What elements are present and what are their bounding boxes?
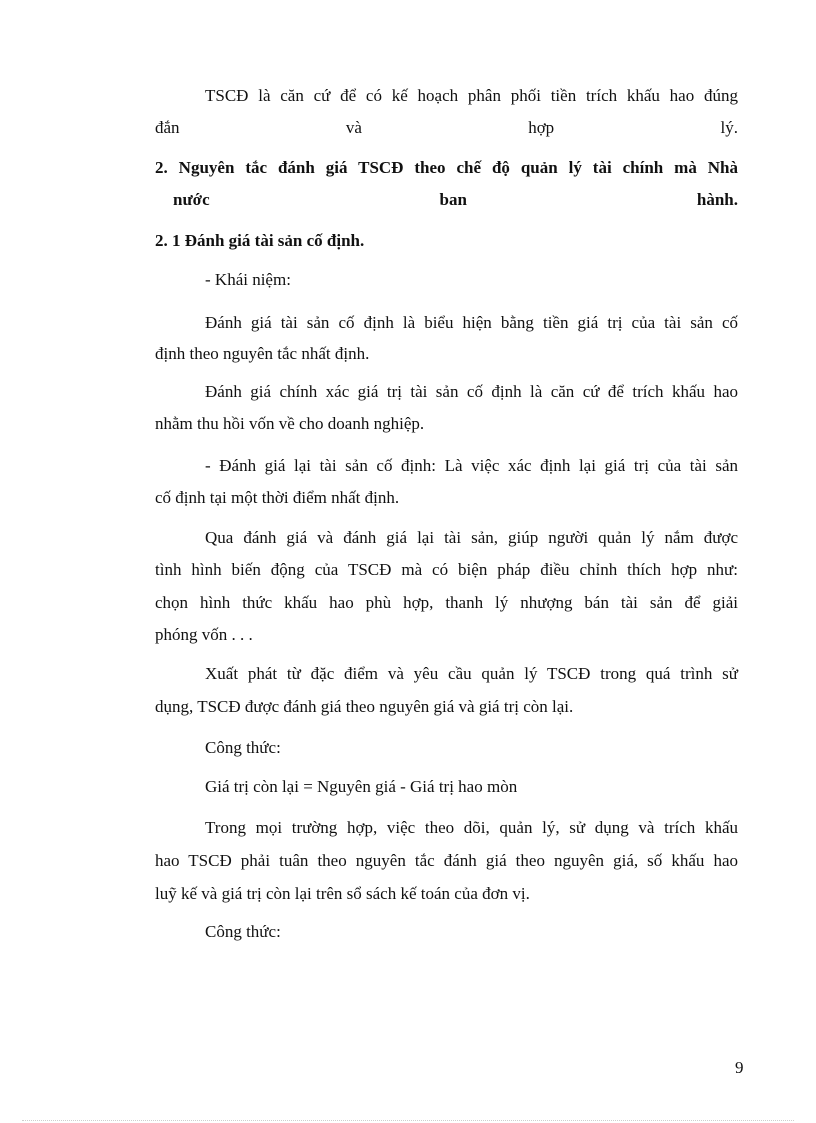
word: lý. [720,118,738,137]
word: và [345,118,362,137]
paragraph-line: luỹ kế và giá trị còn lại trên sổ sách kế toán của đơn vị. [155,884,530,903]
paragraph-line: Xuất phát từ đặc điểm và yêu cầu quản lý TSCĐ trong quá trình sử [205,664,738,683]
paragraph-line: chọn hình thức khấu hao phù hợp, thanh lý nhượng bán tài sản để giải [155,593,738,612]
paragraph-line: Đánh giá tài sản cố định là biểu hiện bằng tiền giá trị của tài sản cố [205,313,738,332]
paragraph-line: phóng vốn . . . [155,625,253,644]
paragraph-line: tình hình biến động của TSCĐ mà có biện pháp điều chỉnh thích hợp như: [155,560,738,579]
justified-line [155,118,738,138]
paragraph-line: Qua đánh giá và đánh giá lại tài sản, giúp người quản lý nắm được [205,528,738,547]
page-bottom-divider [22,1120,794,1121]
paragraph-line: nhằm thu hồi vốn về cho doanh nghiệp. [155,414,425,433]
formula-label: Công thức: [205,738,281,757]
subsection-heading: 2. 1 Đánh giá tài sản cố định. [155,231,365,250]
word: hành. [696,190,738,209]
paragraph-line: TSCĐ là căn cứ để có kế hoạch phân phối tiền trích khấu hao đúng [205,86,738,105]
concept-label: - Khái niệm: [205,270,291,289]
word: nước [173,190,210,209]
section-heading-continued [173,190,738,210]
formula: Giá trị còn lại = Nguyên giá - Giá trị hao mòn [205,777,518,796]
paragraph-line: Đánh giá chính xác giá trị tài sản cố định là căn cứ để trích khấu hao [205,382,738,401]
word: đắn [155,118,180,137]
paragraph-line: định theo nguyên tắc nhất định. [155,344,370,363]
page-number: 9 [735,1058,744,1077]
paragraph-line: hao TSCĐ phải tuân theo nguyên tắc đánh giá theo nguyên giá, số khấu hao [155,851,738,870]
paragraph-line: Trong mọi trường hợp, việc theo dõi, quản lý, sử dụng và trích khấu [205,818,738,837]
section-heading: 2. Nguyên tắc đánh giá TSCĐ theo chế độ quản lý tài chính mà Nhà [155,158,738,177]
paragraph-line: - Đánh giá lại tài sản cố định: Là việc xác định lại giá trị của tài sản [205,456,738,475]
formula-label: Công thức: [205,922,281,941]
word: ban [439,190,467,209]
paragraph-line: cố định tại một thời điểm nhất định. [155,488,400,507]
word: hợp [528,118,555,137]
paragraph-line: dụng, TSCĐ được đánh giá theo nguyên giá và giá trị còn lại. [155,697,574,716]
